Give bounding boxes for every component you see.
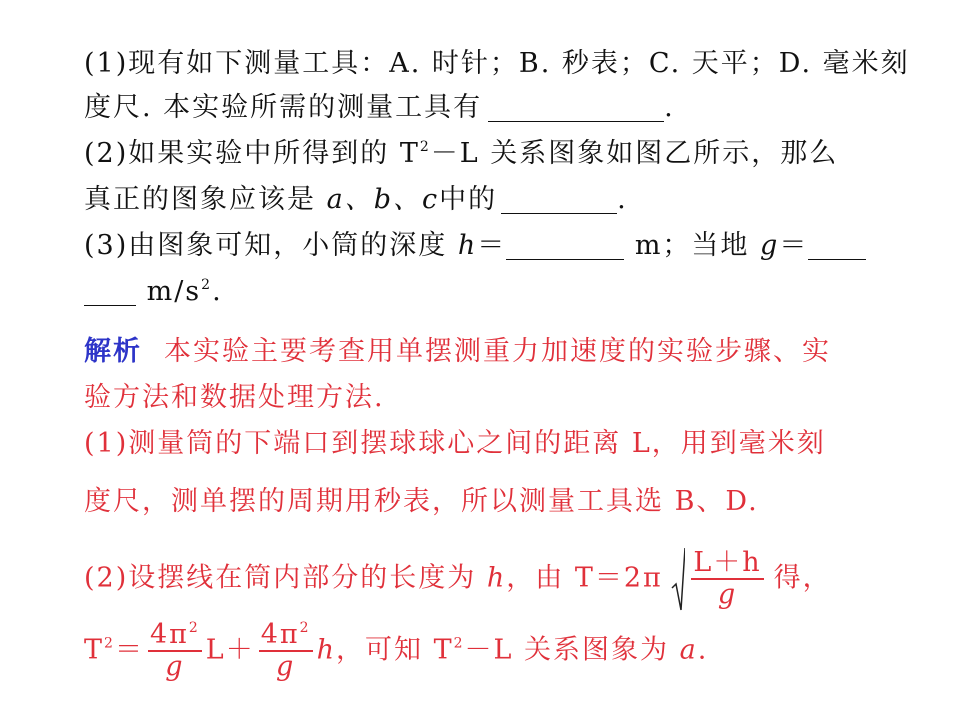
answer-blank [488, 91, 664, 122]
analysis-line-2 [84, 380, 385, 416]
formula-mid: L＋ [205, 634, 255, 666]
analysis-part-1-text: (1)测量筒的下端口到摆球球心之间的距离 L，用到毫米刻 [84, 428, 826, 459]
fraction-denominator: g [276, 651, 296, 682]
exponent: 2 [299, 620, 311, 636]
variable-h: h [486, 562, 507, 594]
question-1-line-2 [84, 90, 675, 126]
period: . [212, 276, 223, 307]
answer-blank [84, 275, 136, 306]
radical-sign-icon [671, 546, 685, 612]
analysis-part-1-line-1 [84, 426, 826, 462]
equals-sign: ＝ [477, 230, 507, 261]
numerator-text: 4π [260, 619, 300, 650]
question-1-text: (1)现有如下测量工具：A. 时针；B. 秒表；C. 天平；D. 毫米刻 [84, 48, 910, 79]
period-formula-text: ，由 T＝2π [506, 562, 663, 594]
formula-tail-b: －L 关系图象为 [464, 634, 670, 666]
variable-h: h [316, 634, 336, 666]
numerator-text: 4π [149, 619, 189, 650]
analysis-text-de: 得， [773, 562, 832, 594]
fraction-numerator [259, 620, 313, 652]
question-3-line-1 [84, 228, 866, 264]
question-1-line-1 [84, 46, 910, 82]
question-3-text: (3)由图象可知，小筒的深度 [84, 230, 448, 261]
exponent: 2 [453, 635, 465, 652]
period: . [617, 184, 628, 215]
equals-sign: ＝ [114, 634, 144, 666]
period: . [664, 92, 675, 123]
choices-abc: a、b、c [326, 184, 440, 215]
question-1-text-2: 度尺. 本实验所需的测量工具有 [84, 92, 483, 123]
answer-blank [506, 229, 624, 260]
analysis-label: 解析 [84, 336, 142, 367]
unit-and-text: m；当地 [634, 230, 750, 261]
sqrt-fraction [691, 548, 763, 610]
variable-h: h [457, 230, 478, 261]
variable-T: T [84, 634, 105, 666]
analysis-part-1-line-2 [84, 484, 759, 520]
analysis-part-2-text: (2)设摆线在筒内部分的长度为 [84, 562, 477, 594]
analysis-text-2: 验方法和数据处理方法. [84, 382, 385, 413]
exponent: 2 [201, 277, 213, 293]
question-3-line-2 [84, 274, 223, 310]
question-2-text-2: 真正的图象应该是 [84, 184, 316, 215]
equals-sign: ＝ [779, 230, 809, 261]
analysis-part-2-line-1 [84, 548, 832, 610]
fraction-denominator: g [165, 651, 185, 682]
unit: m/s [146, 276, 202, 307]
question-2-text: (2)如果实验中所得到的 [84, 138, 390, 169]
question-2-text-2b: 中的 [439, 184, 498, 215]
analysis-line-1 [84, 334, 831, 370]
analysis-formula-line [84, 620, 708, 682]
choice-a: a [679, 634, 698, 666]
exponent: 2 [419, 139, 431, 155]
question-2-line-1 [84, 136, 838, 172]
formula-tail: ，可知 T [335, 634, 454, 666]
answer-blank [501, 183, 617, 214]
analysis-part-1-text-2: 度尺，测单摆的周期用秒表，所以测量工具选 B、D. [84, 486, 759, 517]
fraction-numerator [148, 620, 202, 652]
fraction-4pi2-over-g [148, 620, 202, 682]
question-2-line-2 [84, 182, 628, 218]
answer-blank [808, 229, 866, 260]
fraction-4pi2-over-g-2 [259, 620, 313, 682]
period: . [697, 634, 709, 666]
variable-T: T [399, 138, 420, 169]
question-2-text-b: －L 关系图象如图乙所示，那么 [430, 138, 839, 169]
fraction-denominator: g [717, 579, 738, 610]
fraction-numerator: L＋h [693, 547, 762, 578]
analysis-text: 本实验主要考查用单摆测重力加速度的实验步骤、实 [164, 336, 831, 367]
exponent: 2 [188, 620, 200, 636]
exponent: 2 [104, 635, 115, 652]
variable-g: g [760, 230, 780, 261]
square-root [683, 548, 767, 610]
